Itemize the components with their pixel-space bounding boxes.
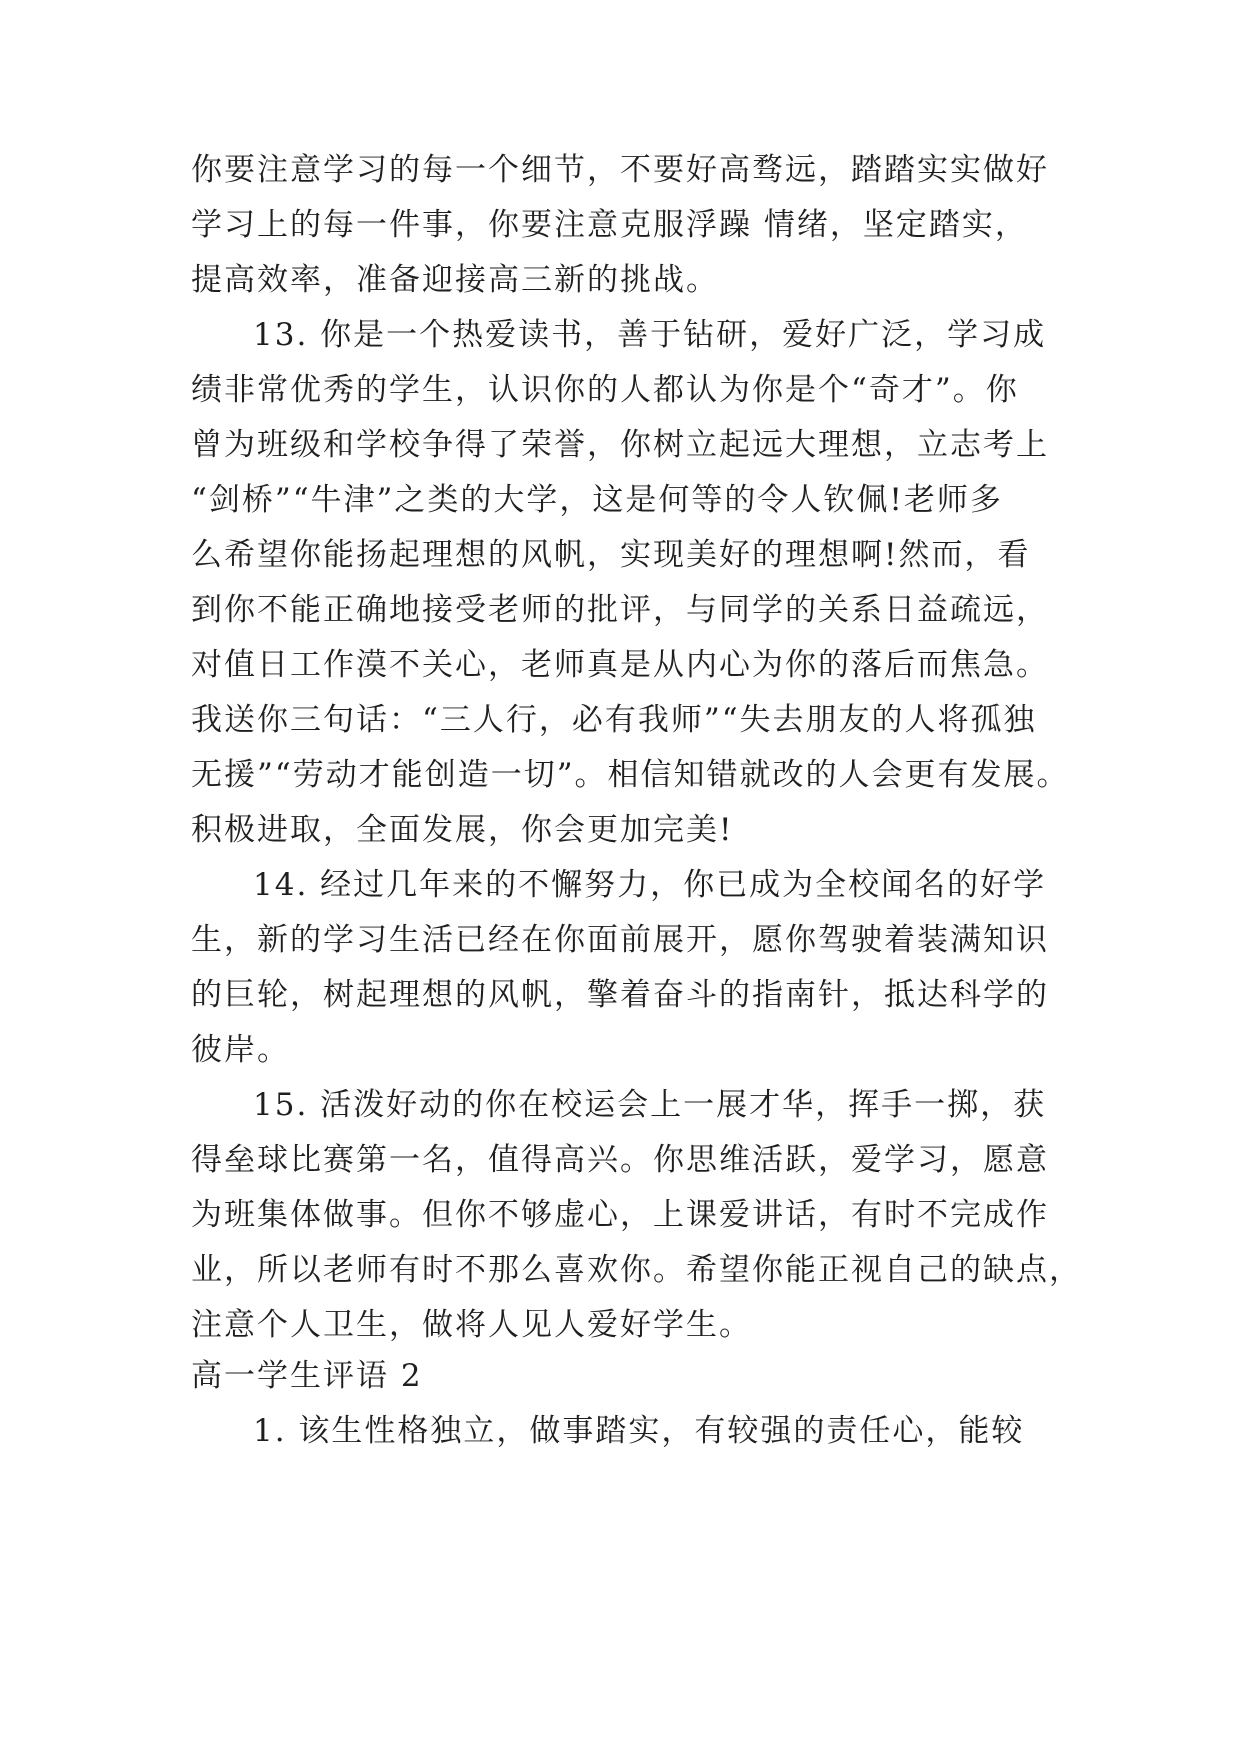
text-line: 生，新的学习生活已经在你面前展开，愿你驾驶着装满知识 — [191, 922, 1049, 958]
text-line: 我送你三句话：“三人行，必有我师”“失去朋友的人将孤独 — [191, 702, 1037, 738]
text-line: 业，所以老师有时不那么喜欢你。希望你能正视自己的缺点， — [191, 1252, 1082, 1288]
text-line: 的巨轮，树起理想的风帆，擎着奋斗的指南针，抵达科学的 — [191, 977, 1049, 1013]
text-line: 为班集体做事。但你不够虚心，上课爱讲话，有时不完成作 — [191, 1197, 1049, 1233]
text-line: 彼岸。 — [191, 1032, 290, 1068]
text-line: 无援”“劳动才能创造一切”。相信知错就改的人会更有发展。 — [191, 757, 1070, 793]
text-line: 1. 该生性格独立，做事踏实，有较强的责任心，能较 — [253, 1413, 1025, 1449]
text-line: 积极进取，全面发展，你会更加完美! — [191, 812, 734, 848]
text-line: 15. 活泼好动的你在校运会上一展才华，挥手一掷，获 — [253, 1087, 1047, 1123]
text-line: 13. 你是一个热爱读书，善于钻研，爱好广泛，学习成 — [253, 317, 1047, 353]
text-line: 14. 经过几年来的不懈努力，你已成为全校闻名的好学 — [253, 867, 1047, 903]
text-line: 对值日工作漠不关心，老师真是从内心为你的落后而焦急。 — [191, 647, 1049, 683]
text-line: 曾为班级和学校争得了荣誉，你树立起远大理想，立志考上 — [191, 427, 1049, 463]
text-line: 学习上的每一件事，你要注意克服浮躁 情绪，坚定踏实， — [191, 207, 1028, 243]
text-line: 绩非常优秀的学生，认识你的人都认为你是个“奇才”。你 — [191, 372, 1019, 408]
section-heading: 高一学生评语 2 — [191, 1358, 423, 1394]
text-line: 么希望你能扬起理想的风帆，实现美好的理想啊!然而，看 — [191, 537, 1031, 573]
text-line: 到你不能正确地接受老师的批评，与同学的关系日益疏远， — [191, 592, 1049, 628]
text-line: 你要注意学习的每一个细节，不要好高骛远，踏踏实实做好 — [191, 152, 1049, 188]
text-line: 得垒球比赛第一名，值得高兴。你思维活跃，爱学习，愿意 — [191, 1142, 1049, 1178]
text-line: 注意个人卫生，做将人见人爱好学生。 — [191, 1307, 752, 1343]
text-line: 提高效率，准备迎接高三新的挑战。 — [191, 262, 719, 298]
text-line: “剑桥”“牛津”之类的大学，这是何等的令人钦佩!老师多 — [191, 482, 1003, 518]
